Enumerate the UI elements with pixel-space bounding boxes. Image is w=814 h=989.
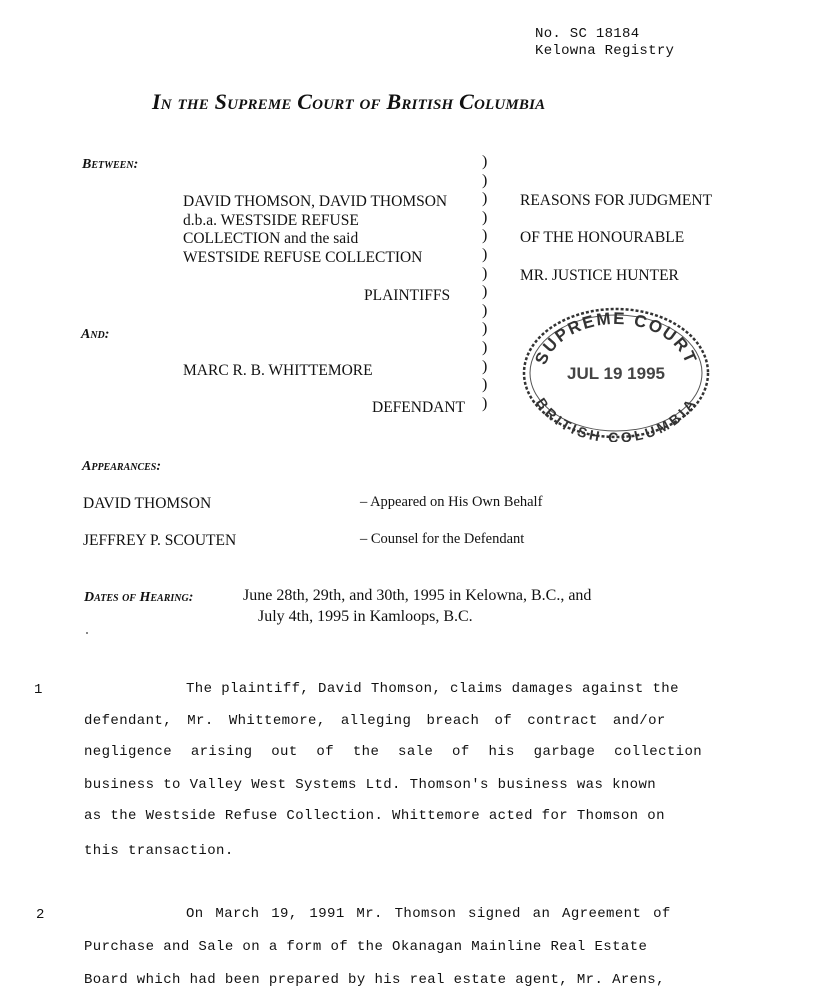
paragraph-line: as the Westside Refuse Collection. Whittemore acted for Thomson on [84,808,665,824]
paren: ) [482,394,488,412]
paren: ) [482,376,488,394]
plaintiff-names [183,193,447,267]
and-label: And: [81,327,110,342]
registry: Kelowna Registry [535,43,675,59]
appearance-name: JEFFREY P. SCOUTEN [83,532,237,549]
paren: ) [482,320,488,338]
hearing-dates-line: July 4th, 1995 in Kamloops, B.C. [258,608,473,625]
paragraph-number: 1 [34,682,43,698]
paren: ) [482,153,488,170]
hearing-dates-line: June 28th, 29th, and 30th, 1995 in Kelowna, B.C., and [243,587,592,604]
defendant-role: DEFENDANT [372,399,465,416]
plaintiff-line: d.b.a. WESTSIDE REFUSE [183,211,359,229]
case-number-block [535,26,674,60]
appearance-name: DAVID THOMSON [83,495,212,512]
paren: ) [482,264,488,282]
paren: ) [482,301,488,319]
reasons-line: OF THE HONOURABLE [520,229,685,246]
paragraph-line: business to Valley West Systems Ltd. Thomson's business was known [84,777,657,793]
appearances-label: Appearances: [82,459,162,474]
hearing-label: Dates of Hearing: [84,590,194,605]
paren: ) [482,283,488,301]
paren: ) [482,338,488,356]
paragraph-line: On March 19, 1991 Mr. Thomson signed an Agreement of [186,906,671,922]
paragraph-line: negligence arising out of the sale of his garbage collection [84,744,703,760]
paren: ) [482,171,488,189]
stamp-top-text: SUPREME COURT [531,308,701,368]
between-label: Between: [82,157,139,172]
paragraph-line: Board which had been prepared by his real estate agent, Mr. Arens, [84,972,665,988]
reasons-line: MR. JUSTICE HUNTER [520,267,679,284]
stamp-bottom-text: BRITISH COLUMBIA [532,394,700,442]
paren-column [482,153,494,413]
paragraph-line: this transaction. [84,843,234,859]
paragraph-line: The plaintiff, David Thomson, claims damages against the [186,681,679,697]
plaintiff-line: COLLECTION and the said [183,230,359,247]
defendant-name: MARC R. B. WHITTEMORE [183,362,373,379]
court-title: In the Supreme Court of British Columbia [152,89,546,114]
case-number: No. SC 18184 [535,26,640,42]
paren: ) [482,227,488,245]
paren: ) [482,208,488,226]
paragraph-number: 2 [36,907,45,923]
plaintiff-line: DAVID THOMSON, DAVID THOMSON [183,193,448,210]
paragraph-line: Purchase and Sale on a form of the Okanagan Mainline Real Estate [84,939,648,955]
appearance-role: – Counsel for the Defendant [360,531,525,547]
stamp-seal [516,304,716,442]
paren: ) [482,357,488,375]
court-filing-stamp [516,304,716,442]
speck [86,632,88,634]
reasons-line: REASONS FOR JUDGMENT [520,192,713,209]
paren: ) [482,245,488,263]
plaintiff-line: WESTSIDE REFUSE COLLECTION [183,248,423,266]
plaintiffs-role: PLAINTIFFS [364,287,451,304]
paragraph-line: defendant, Mr. Whittemore, alleging breach of contract and/or [84,713,666,729]
paren: ) [482,190,488,208]
appearance-role: – Appeared on His Own Behalf [360,494,543,510]
stamp-date: JUL 19 1995 [567,364,665,383]
